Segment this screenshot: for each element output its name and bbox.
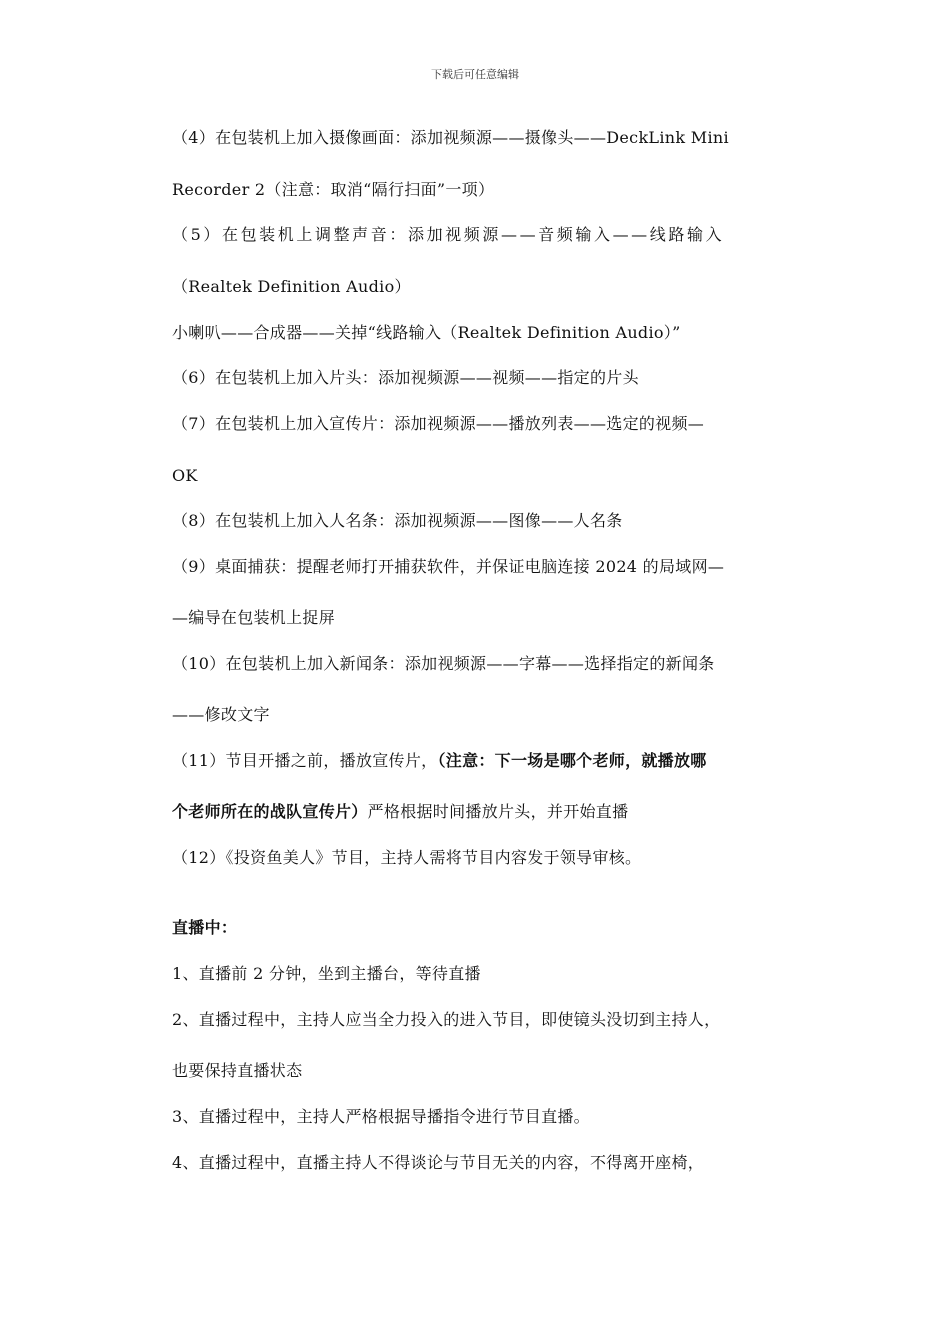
step-7-line-2: OK	[172, 466, 198, 485]
step-11-text-end: 严格根据时间播放片头，并开始直播	[367, 802, 629, 821]
step-11-line-2	[172, 801, 628, 823]
step-9-line-1: （9）桌面捕获：提醒老师打开捕获软件，并保证电脑连接 2024 的局域网—	[172, 557, 725, 576]
step-11-line-1	[172, 750, 707, 772]
step-11-note-start: （注意：下一场是哪个老师，就播放哪	[437, 751, 707, 770]
step-7-line-1: （7）在包装机上加入宣传片：添加视频源——播放列表——选定的视频—	[172, 414, 705, 433]
live-item-1: 1、直播前 2 分钟，坐到主播台，等待直播	[172, 964, 481, 983]
live-item-2-line-2: 也要保持直播状态	[172, 1061, 303, 1080]
step-11-note-end: 个老师所在的战队宣传片）	[172, 802, 368, 821]
step-6-line: （6）在包装机上加入片头：添加视频源——视频——指定的片头	[172, 368, 639, 387]
step-10-line-2: ——修改文字	[172, 705, 270, 724]
page-header: 下载后可任意编辑	[431, 68, 519, 81]
step-4-line-2: Recorder 2（注意：取消“隔行扫面”一项）	[172, 180, 495, 199]
step-4-line-1: （4）在包装机上加入摄像画面：添加视频源——摄像头——DeckLink Mini	[172, 128, 729, 147]
step-10-line-1: （10）在包装机上加入新闻条：添加视频源——字幕——选择指定的新闻条	[172, 654, 715, 673]
live-item-3: 3、直播过程中，主持人严格根据导播指令进行节目直播。	[172, 1107, 590, 1126]
step-5-line-3: 小喇叭——合成器——关掉“线路输入（Realtek Definition Audio）”	[172, 323, 681, 342]
step-5-line-1: （5）在包装机上调整声音：添加视频源——音频输入——线路输入	[172, 225, 725, 244]
step-12-line: （12）《投资鱼美人》节目，主持人需将节目内容发于领导审核。	[172, 848, 642, 867]
step-11-text: （11）节目开播之前，播放宣传片，	[172, 751, 438, 770]
step-9-line-2: —编导在包装机上捉屏	[172, 608, 336, 627]
step-8-line: （8）在包装机上加入人名条：添加视频源——图像——人名条	[172, 511, 623, 530]
step-5-line-2: （Realtek Definition Audio）	[172, 277, 411, 296]
live-item-4: 4、直播过程中，直播主持人不得谈论与节目无关的内容，不得离开座椅，	[172, 1153, 705, 1172]
live-item-2-line-1: 2、直播过程中，主持人应当全力投入的进入节目，即使镜头没切到主持人，	[172, 1010, 721, 1029]
section-title-live: 直播中：	[172, 918, 238, 937]
